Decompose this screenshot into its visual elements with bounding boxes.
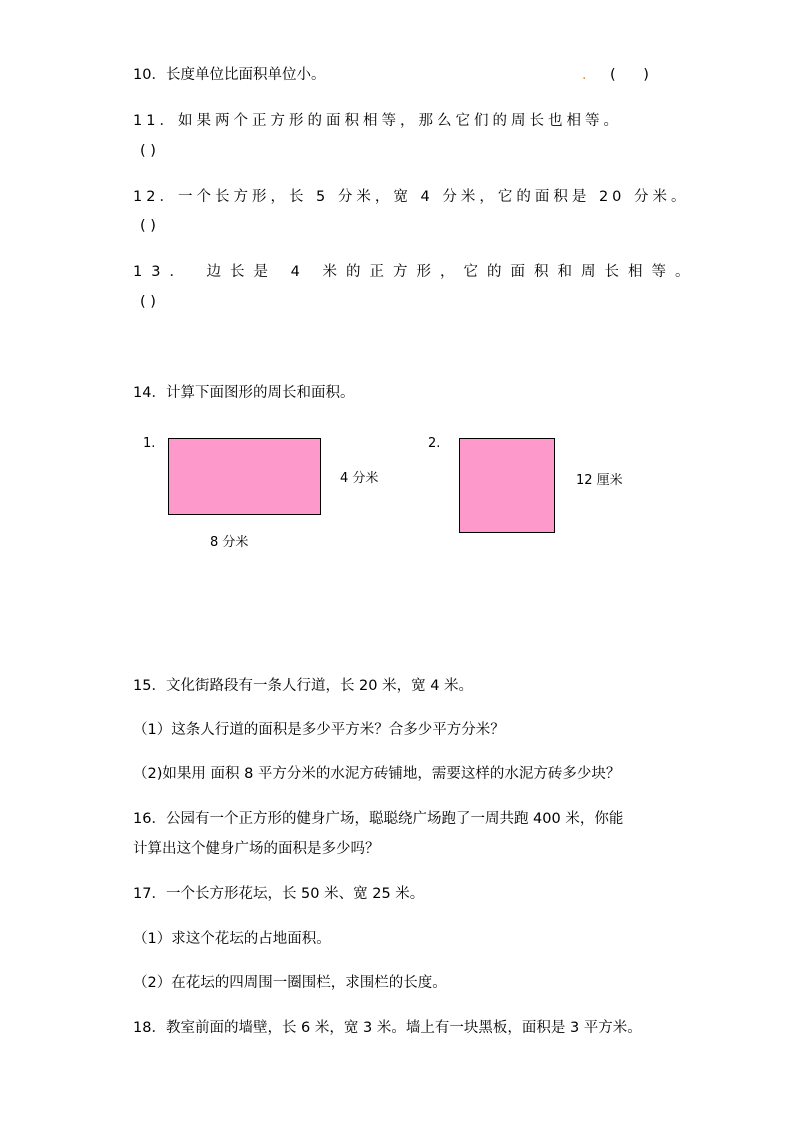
figure-2-side-label: 12 厘米 xyxy=(576,473,623,488)
figure-1-rectangle xyxy=(168,438,321,515)
question-16-line-2: 计算出这个健身广场的面积是多少吗？ xyxy=(133,841,380,857)
question-10: 10．长度单位比面积单位小。 xyxy=(133,67,326,83)
stray-dot: . xyxy=(582,67,587,83)
figure-2-number: 2. xyxy=(428,436,441,451)
figure-1-number: 1. xyxy=(143,436,156,451)
answer-blank-13: ( ) xyxy=(140,294,156,310)
figure-1-length-label: 8 分米 xyxy=(210,535,249,550)
figure-2-square xyxy=(459,438,555,533)
answer-blank-10: ( ) xyxy=(610,67,649,83)
question-12: 12．一个长方形，长 5 分米，宽 4 分米，它的面积是 20 分米。 xyxy=(133,189,690,205)
question-17: 17．一个长方形花坛，长 50 米、宽 25 米。 xyxy=(133,886,425,902)
figure-1-width-label: 4 分米 xyxy=(340,471,379,486)
question-11: 11．如果两个正方形的面积相等，那么它们的周长也相等。 xyxy=(133,113,622,129)
question-13: 13． 边长是 4 米的正方形，它的面积和周长相等。 xyxy=(133,264,699,280)
question-16-line-1: 16．公园有一个正方形的健身广场，聪聪绕广场跑了一周共跑 400 米，你能 xyxy=(133,811,624,827)
answer-blank-12: ( ) xyxy=(140,218,156,234)
question-14: 14．计算下面图形的周长和面积。 xyxy=(133,385,355,401)
question-17-part-1: （1）求这个花坛的占地面积。 xyxy=(133,931,331,947)
question-15: 15．文化街路段有一条人行道，长 20 米，宽 4 米。 xyxy=(133,678,474,694)
question-15-part-1: （1）这条人行道的面积是多少平方米？合多少平方分米？ xyxy=(133,722,505,738)
question-15-part-2: （2)如果用 面积 8 平方分米的水泥方砖铺地，需要这样的水泥方砖多少块？ xyxy=(133,766,621,782)
question-18: 18．教室前面的墙壁，长 6 米，宽 3 米。墙上有一块黑板，面积是 3 平方米。 xyxy=(133,1020,642,1036)
question-17-part-2: （2）在花坛的四周围一圈围栏，求围栏的长度。 xyxy=(133,975,447,991)
answer-blank-11: ( ) xyxy=(140,143,156,159)
